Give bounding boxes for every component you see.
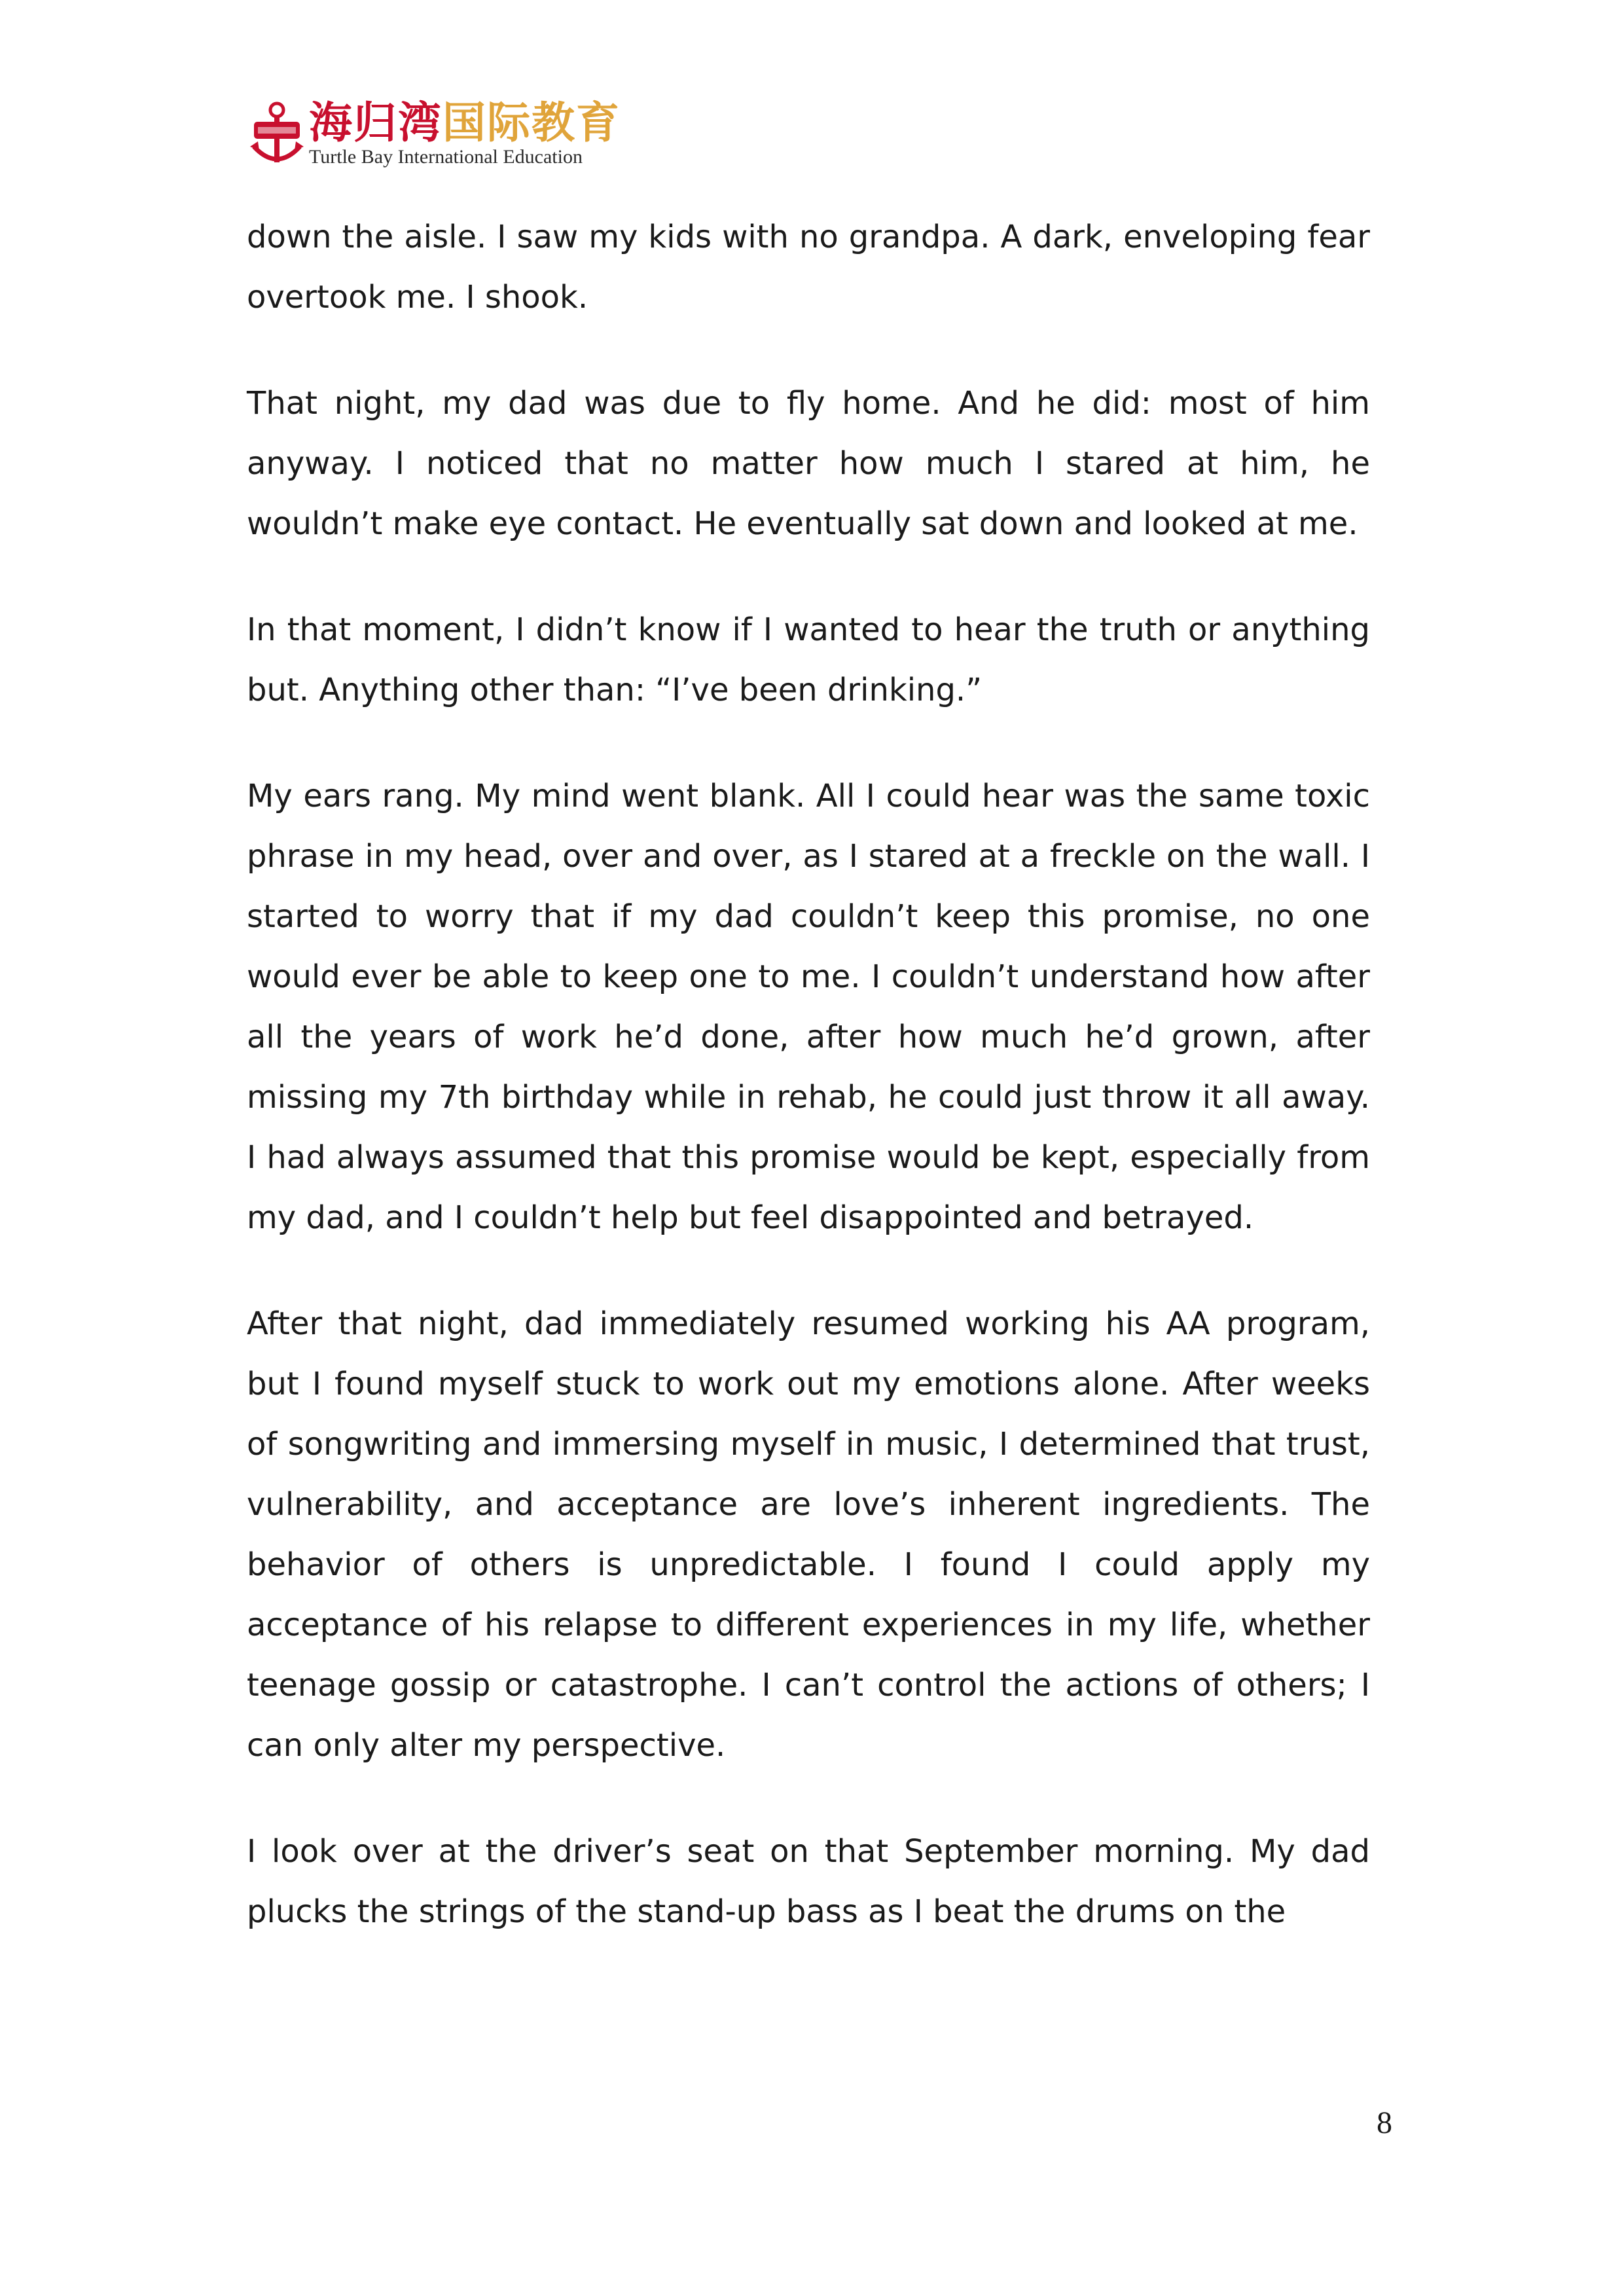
logo-chinese-part2: 国际教育 xyxy=(442,98,621,148)
paragraph: My ears rang. My mind went blank. All I could hear was the same toxic phrase in my head, over and over, as I stared at a freckle on the wall. I started to worry that if my dad couldn’t keep this promise, no one would ever be able to keep one to me. I couldn’t understand how after all the years of work he’d done, after how much he’d grown, after missing my 7th birthday while in rehab, he could just throw it all away. I had always assumed that this promise would be kept, especially from my dad, and I couldn’t help but feel disappointed and betrayed. xyxy=(247,778,1370,1236)
page-number: 8 xyxy=(1377,2105,1392,2140)
paragraph: down the aisle. I saw my kids with no grandpa. A dark, enveloping fear overtook me. I shook. xyxy=(247,219,1370,316)
brand-logo xyxy=(249,98,621,170)
paragraph: In that moment, I didn’t know if I wanted to hear the truth or anything but. Anything other than: “I’ve been drinking.” xyxy=(247,611,1370,708)
logo-chinese-part1: 海归湾 xyxy=(309,98,442,148)
paragraph: That night, my dad was due to fly home. And he did: most of him anyway. I noticed that no matter how much I stared at him, he wouldn’t make eye contact. He eventually sat down and looked at me. xyxy=(247,385,1370,542)
logo-chinese-name xyxy=(309,98,621,148)
paragraph: After that night, dad immediately resumed working his AA program, but I found myself stuck to work out my emotions alone. After weeks of songwriting and immersing myself in music, I determined that trust, vulnerability, and acceptance are love’s inherent ingredients. The behavior of others is unpredictable. I found I could apply my acceptance of his relapse to different experiences in my life, whether teenage gossip or catastrophe. I can’t control the actions of others; I can only alter my perspective. xyxy=(247,1305,1370,1764)
logo-english-name: Turtle Bay International Education xyxy=(309,146,583,168)
anchor-icon xyxy=(249,98,305,170)
document-body xyxy=(247,207,1370,1988)
paragraph: I look over at the driver’s seat on that September morning. My dad plucks the strings of the stand-up bass as I beat the drums on the xyxy=(247,1833,1370,1930)
